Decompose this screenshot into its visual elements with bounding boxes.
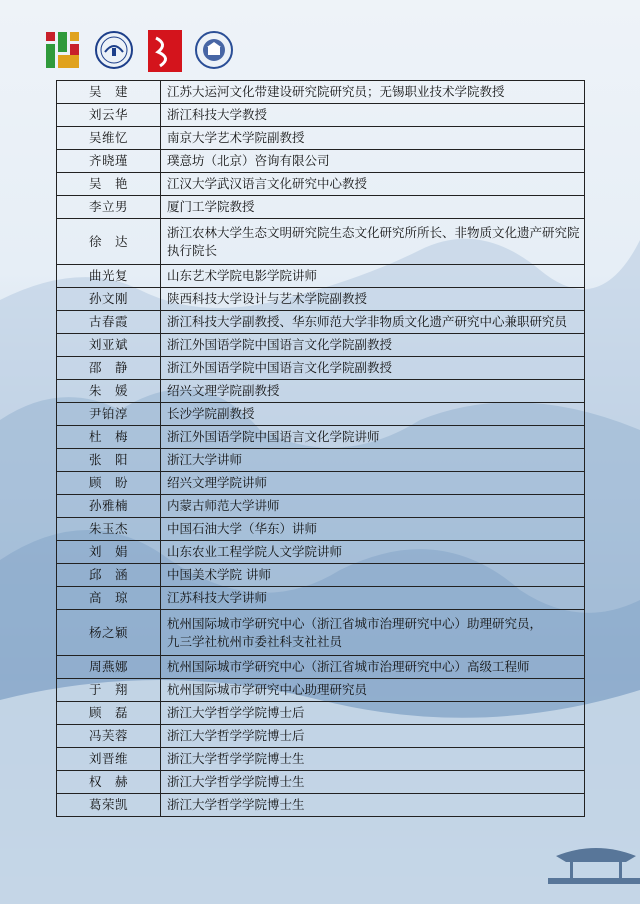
logo-1-icon	[44, 30, 82, 70]
member-name: 刘亚斌	[57, 334, 161, 357]
member-name: 尹铂淳	[57, 403, 161, 426]
member-affiliation: 浙江科技大学副教授、华东师范大学非物质文化遗产研究中心兼职研究员	[161, 311, 585, 334]
member-name: 张 阳	[57, 449, 161, 472]
member-name: 于 翔	[57, 679, 161, 702]
member-name: 葛荣凯	[57, 794, 161, 817]
table-row	[57, 518, 585, 541]
logo-3-icon	[148, 30, 182, 72]
member-name: 杜 梅	[57, 426, 161, 449]
table-row	[57, 219, 585, 265]
table-row	[57, 357, 585, 380]
member-affiliation: 浙江农林大学生态文明研究院生态文化研究所所长、非物质文化遗产研究院执行院长	[161, 219, 585, 265]
member-name: 吴 艳	[57, 173, 161, 196]
table-row	[57, 564, 585, 587]
table-row	[57, 541, 585, 564]
table-row	[57, 587, 585, 610]
member-affiliation: 浙江外国语学院中国语言文化学院副教授	[161, 334, 585, 357]
table-row	[57, 679, 585, 702]
table-row	[57, 403, 585, 426]
member-name: 顾 磊	[57, 702, 161, 725]
member-affiliation: 江汉大学武汉语言文化研究中心教授	[161, 173, 585, 196]
logo-4-icon	[194, 30, 234, 70]
member-name: 李立男	[57, 196, 161, 219]
table-row	[57, 127, 585, 150]
member-affiliation: 南京大学艺术学院副教授	[161, 127, 585, 150]
member-affiliation: 绍兴文理学院讲师	[161, 472, 585, 495]
affiliation-line: 九三学社杭州市委社科支社社员	[167, 633, 343, 649]
table-row	[57, 196, 585, 219]
table-row	[57, 426, 585, 449]
member-affiliation: 长沙学院副教授	[161, 403, 585, 426]
affiliation-line: 杭州国际城市学研究中心（浙江省城市治理研究中心）助理研究员，	[167, 615, 543, 631]
member-affiliation: 浙江大学哲学学院博士后	[161, 702, 585, 725]
member-affiliation: 杭州国际城市学研究中心（浙江省城市治理研究中心）高级工程师	[161, 656, 585, 679]
member-name: 周燕娜	[57, 656, 161, 679]
table-row	[57, 334, 585, 357]
table-row	[57, 472, 585, 495]
member-name: 齐晓瑾	[57, 150, 161, 173]
member-name: 邱 涵	[57, 564, 161, 587]
member-name: 曲光复	[57, 265, 161, 288]
table-row	[57, 104, 585, 127]
member-affiliation: 浙江大学哲学学院博士生	[161, 771, 585, 794]
table-row	[57, 702, 585, 725]
member-affiliation: 中国石油大学（华东）讲师	[161, 518, 585, 541]
table-row	[57, 794, 585, 817]
table-row	[57, 725, 585, 748]
member-affiliation: 璞意坊（北京）咨询有限公司	[161, 150, 585, 173]
member-name: 吴 建	[57, 81, 161, 104]
member-name: 杨之颖	[57, 610, 161, 656]
member-name: 权 赫	[57, 771, 161, 794]
member-affiliation: 山东农业工程学院人文学院讲师	[161, 541, 585, 564]
member-name: 孙文刚	[57, 288, 161, 311]
member-affiliation	[161, 610, 585, 656]
member-affiliation: 浙江科技大学教授	[161, 104, 585, 127]
member-name: 顾 盼	[57, 472, 161, 495]
member-name: 刘云华	[57, 104, 161, 127]
member-name: 吴维忆	[57, 127, 161, 150]
table-row	[57, 771, 585, 794]
table-row	[57, 150, 585, 173]
table-row	[57, 81, 585, 104]
member-name: 朱 媛	[57, 380, 161, 403]
member-affiliation: 陕西科技大学设计与艺术学院副教授	[161, 288, 585, 311]
member-affiliation: 山东艺术学院电影学院讲师	[161, 265, 585, 288]
member-affiliation: 浙江外国语学院中国语言文化学院讲师	[161, 426, 585, 449]
table-row	[57, 265, 585, 288]
member-name: 刘晋维	[57, 748, 161, 771]
member-affiliation: 浙江大学哲学学院博士生	[161, 748, 585, 771]
member-name: 冯芙蓉	[57, 725, 161, 748]
table-row	[57, 311, 585, 334]
table-row	[57, 495, 585, 518]
member-name: 高 琼	[57, 587, 161, 610]
member-name: 邵 静	[57, 357, 161, 380]
member-affiliation: 绍兴文理学院副教授	[161, 380, 585, 403]
table-row	[57, 656, 585, 679]
member-affiliation: 江苏科技大学讲师	[161, 587, 585, 610]
member-affiliation: 江苏大运河文化带建设研究院研究员；无锡职业技术学院教授	[161, 81, 585, 104]
member-table	[56, 80, 585, 817]
member-affiliation: 浙江大学讲师	[161, 449, 585, 472]
table-row	[57, 288, 585, 311]
member-affiliation: 浙江大学哲学学院博士生	[161, 794, 585, 817]
table-row	[57, 380, 585, 403]
table-row	[57, 748, 585, 771]
member-name: 徐 达	[57, 219, 161, 265]
member-affiliation: 内蒙古师范大学讲师	[161, 495, 585, 518]
member-affiliation: 杭州国际城市学研究中心助理研究员	[161, 679, 585, 702]
logo-2-icon	[94, 30, 134, 70]
member-affiliation: 厦门工学院教授	[161, 196, 585, 219]
member-name: 古春霞	[57, 311, 161, 334]
member-affiliation: 中国美术学院 讲师	[161, 564, 585, 587]
member-name: 朱玉杰	[57, 518, 161, 541]
member-affiliation: 浙江外国语学院中国语言文化学院副教授	[161, 357, 585, 380]
member-affiliation: 浙江大学哲学学院博士后	[161, 725, 585, 748]
member-name: 孙雅楠	[57, 495, 161, 518]
table-row	[57, 449, 585, 472]
table-row	[57, 610, 585, 656]
table-row	[57, 173, 585, 196]
member-name: 刘 娟	[57, 541, 161, 564]
